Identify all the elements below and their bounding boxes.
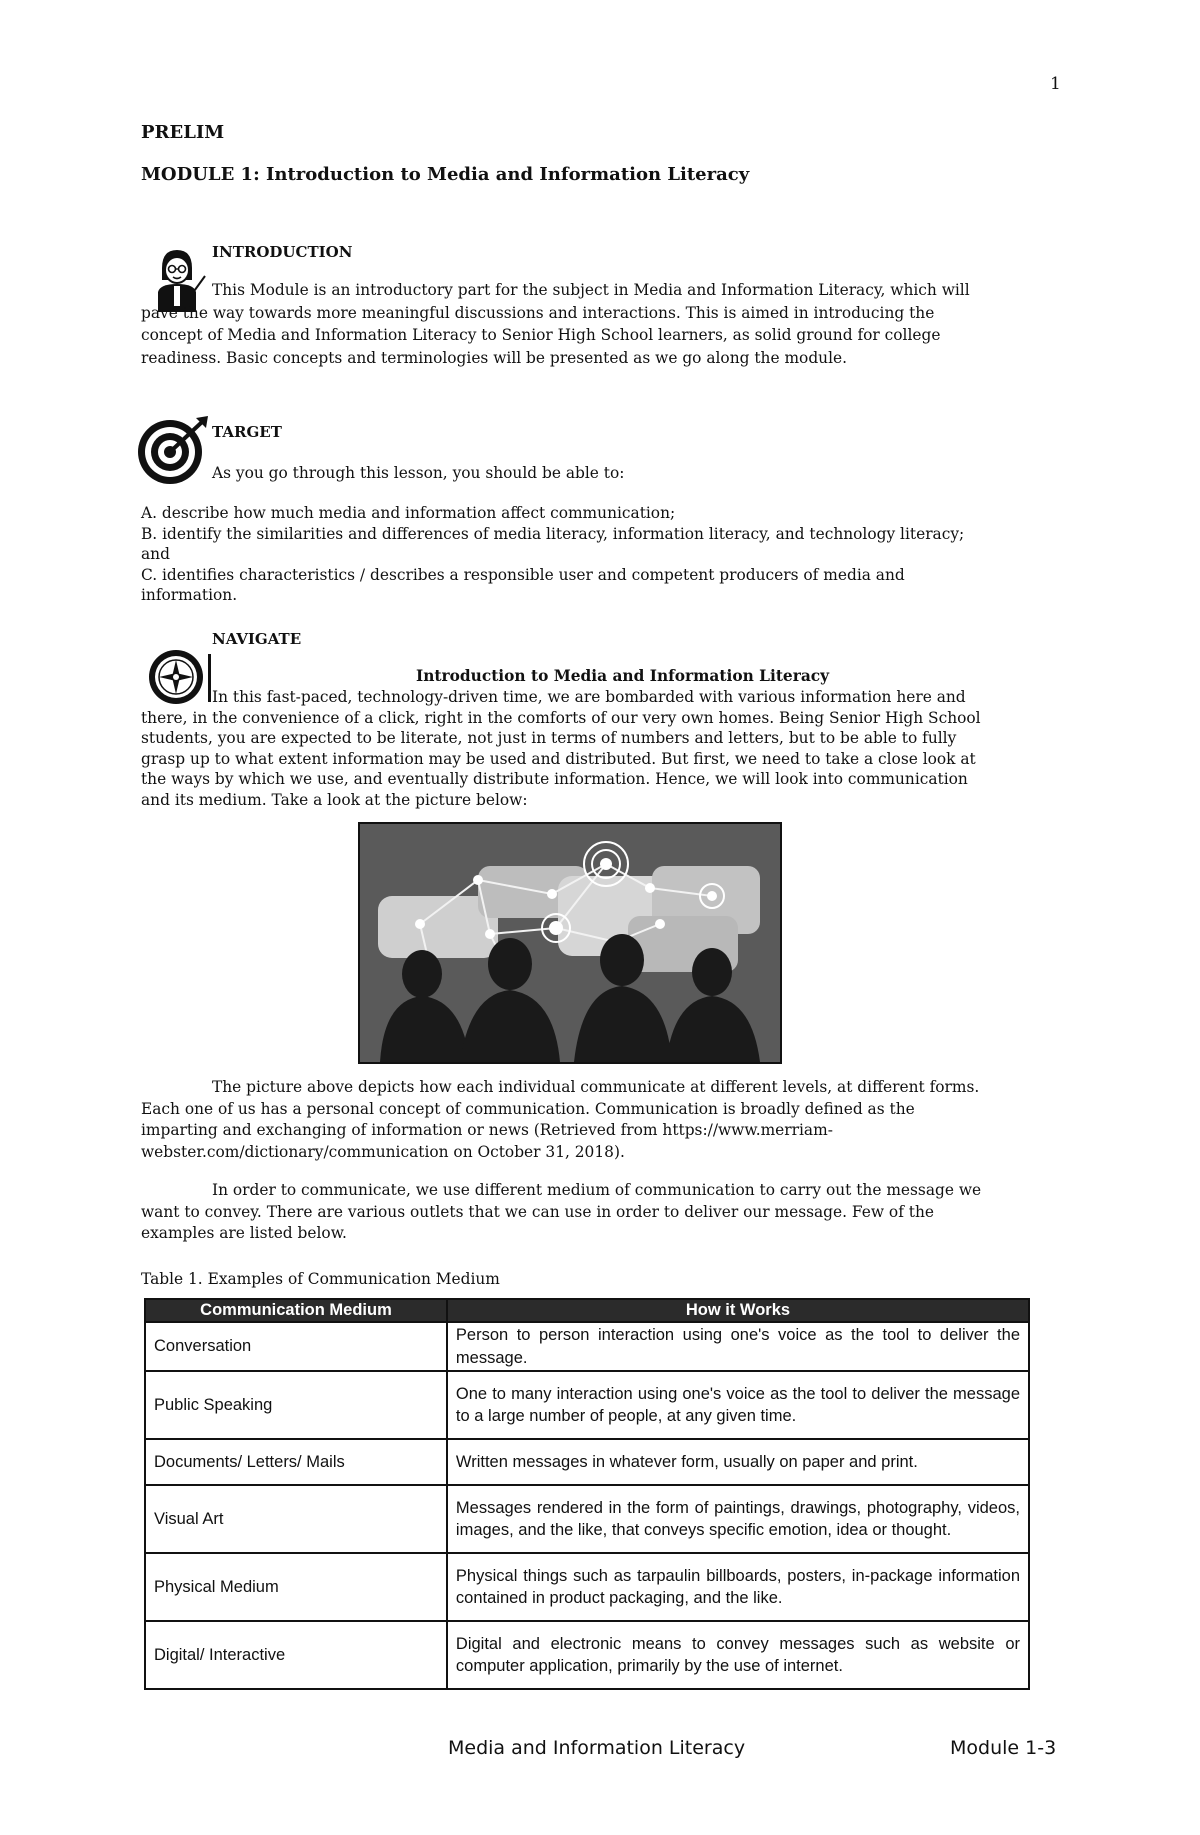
navigate-line: students, you are expected to be literate, not just in terms of numbers and letters, but to be able to fully bbox=[141, 729, 957, 748]
navigate-heading: NAVIGATE bbox=[212, 630, 302, 648]
table-row bbox=[145, 1371, 1029, 1439]
footer-module: Module 1-3 bbox=[950, 1737, 1057, 1759]
navigate-line: the ways by which we use, and eventually distribute information. Hence, we will look into communication bbox=[141, 770, 968, 789]
medium-cell: Visual Art bbox=[145, 1485, 447, 1553]
table-row bbox=[145, 1621, 1029, 1689]
target-heading: TARGET bbox=[212, 423, 282, 441]
communication-network-image bbox=[360, 824, 780, 1062]
body-line: imparting and exchanging of information or news (Retrieved from https://www.merriam- bbox=[141, 1121, 833, 1140]
module-title: MODULE 1: Introduction to Media and Information Literacy bbox=[141, 164, 750, 185]
medium-cell: Physical Medium bbox=[145, 1553, 447, 1621]
navigate-line: there, in the convenience of a click, right in the comforts of our very own homes. Being Senior High School bbox=[141, 708, 981, 727]
communication-medium-table bbox=[144, 1298, 1030, 1690]
communication-illustration bbox=[358, 822, 782, 1064]
medium-cell: Public Speaking bbox=[145, 1371, 447, 1439]
introduction-paragraph bbox=[141, 279, 1063, 369]
table-caption: Table 1. Examples of Communication Medium bbox=[141, 1270, 500, 1288]
introduction-line: This Module is an introductory part for the subject in Media and Information Literacy, which will bbox=[212, 281, 970, 299]
body-line: webster.com/dictionary/communication on October 31, 2018). bbox=[141, 1142, 625, 1161]
body-line: The picture above depicts how each individual communicate at different levels, at different forms. bbox=[212, 1078, 980, 1096]
body-paragraph-2 bbox=[141, 1180, 1063, 1245]
medium-cell: Digital/ Interactive bbox=[145, 1621, 447, 1689]
list-item: information. bbox=[141, 586, 238, 604]
introduction-line: concept of Media and Information Literacy to Senior High School learners, as solid ground for college bbox=[141, 326, 941, 345]
target-lead: As you go through this lesson, you should be able to: bbox=[212, 464, 625, 482]
navigate-line: grasp up to what extent information may be used and distributed. But first, we need to take a close look at bbox=[141, 749, 976, 768]
how-cell: Messages rendered in the form of paintings, drawings, photography, videos, images, and the like, that conveys specific emotion, idea or thought. bbox=[447, 1485, 1029, 1553]
medium-cell: Documents/ Letters/ Mails bbox=[145, 1439, 447, 1485]
target-icon bbox=[134, 414, 212, 486]
body-line: examples are listed below. bbox=[141, 1224, 347, 1243]
navigate-subtitle: Introduction to Media and Information Literacy bbox=[416, 667, 830, 685]
body-line: In order to communicate, we use different medium of communication to carry out the message we bbox=[212, 1181, 982, 1199]
navigate-paragraph bbox=[141, 687, 1063, 811]
table-row bbox=[145, 1322, 1029, 1371]
table-row bbox=[145, 1485, 1029, 1553]
how-cell: Physical things such as tarpaulin billboards, posters, in-package information contained in product packaging, and the like. bbox=[447, 1553, 1029, 1621]
body-line: Each one of us has a personal concept of communication. Communication is broadly defined as the bbox=[141, 1099, 915, 1118]
target-objectives-list bbox=[141, 503, 1063, 606]
table-row bbox=[145, 1439, 1029, 1485]
medium-cell: Conversation bbox=[145, 1322, 447, 1371]
prelim-heading: PRELIM bbox=[141, 122, 225, 143]
navigate-line: In this fast-paced, technology-driven time, we are bombarded with various information here and bbox=[212, 688, 966, 706]
column-header-medium: Communication Medium bbox=[145, 1299, 447, 1322]
introduction-line: readiness. Basic concepts and terminologies will be presented as we go along the module. bbox=[141, 348, 848, 367]
introduction-line: pave the way towards more meaningful discussions and interactions. This is aimed in introducing the bbox=[141, 303, 935, 322]
how-cell: One to many interaction using one's voice as the tool to deliver the message to a large number of people, at any given time. bbox=[447, 1371, 1029, 1439]
how-cell: Person to person interaction using one's voice as the tool to deliver the message. bbox=[447, 1322, 1029, 1371]
footer-subject: Media and Information Literacy bbox=[448, 1737, 746, 1759]
column-header-how: How it Works bbox=[447, 1299, 1029, 1322]
list-item: B. identify the similarities and differences of media literacy, information literacy, and technology literacy; bbox=[141, 524, 965, 543]
list-item: A. describe how much media and information affect communication; bbox=[141, 504, 676, 522]
introduction-heading: INTRODUCTION bbox=[212, 243, 353, 261]
how-cell: Digital and electronic means to convey messages such as website or computer application, primarily by the use of internet. bbox=[447, 1621, 1029, 1689]
list-item: C. identifies characteristics / describes a responsible user and competent producers of media and bbox=[141, 565, 905, 584]
table-row bbox=[145, 1553, 1029, 1621]
table-header-row bbox=[145, 1299, 1029, 1322]
how-cell: Written messages in whatever form, usually on paper and print. bbox=[447, 1439, 1029, 1485]
list-item: and bbox=[141, 545, 170, 563]
body-paragraph-1 bbox=[141, 1077, 1063, 1163]
body-line: want to convey. There are various outlets that we can use in order to deliver our message. Few of the bbox=[141, 1202, 934, 1221]
navigate-line: and its medium. Take a look at the picture below: bbox=[141, 790, 528, 809]
page-number: 1 bbox=[1050, 74, 1061, 94]
